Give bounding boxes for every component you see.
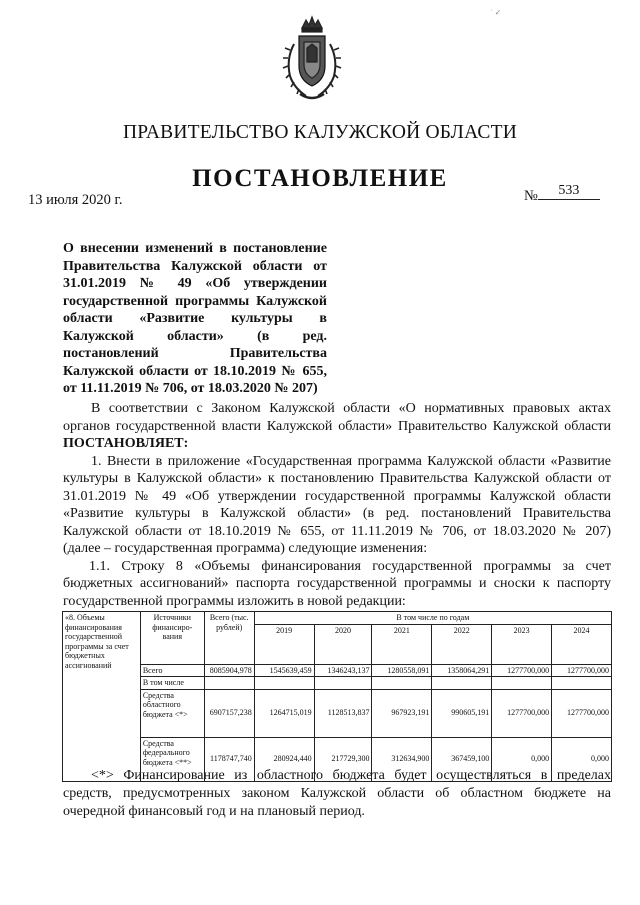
footnote — [63, 767, 611, 821]
year-value: 1277700,000 — [492, 689, 552, 737]
body-line: В соответствии с Законом Калужской области «О нормативных правовых актах — [91, 401, 611, 416]
body-line: (далее – государственная программа) следующие изменения: — [63, 541, 428, 556]
year-value: 0,000 — [552, 737, 612, 781]
year-value: 1264715,019 — [254, 689, 314, 737]
year-value: 1545639,459 — [254, 664, 314, 677]
subject-line: Правительства Калужской области от — [63, 258, 327, 274]
body-line: государственной программы изложить в новой редакции: — [63, 593, 406, 609]
year-value: 1280558,091 — [372, 664, 432, 677]
table-row — [63, 689, 612, 737]
header-year: 2021 — [372, 624, 432, 664]
header-year: 2024 — [552, 624, 612, 664]
year-value: 217729,300 — [314, 737, 372, 781]
document-body — [63, 400, 611, 610]
year-value — [372, 677, 432, 690]
body-line: 1. Внести в приложение «Государственная программа Калужской области «Развитие — [91, 453, 611, 469]
header-year: 2022 — [432, 624, 492, 664]
government-title: ПРАВИТЕЛЬСТВО КАЛУЖСКОЙ ОБЛАСТИ — [123, 122, 517, 143]
subject-line: государственной программы Калужской — [63, 293, 327, 309]
body-line: 1.1. Строку 8 «Объемы финансирования государственной программы за счет — [89, 558, 611, 574]
total-value — [204, 677, 254, 690]
year-value: 0,000 — [492, 737, 552, 781]
financing-table — [62, 611, 612, 782]
body-line: культуры в Калужской области» к постановлению Правительства Калужской области от — [63, 471, 611, 486]
number-value: 533 — [538, 183, 600, 200]
subject-line: Калужской области» (в ред. — [63, 328, 327, 344]
header-year: 2020 — [314, 624, 372, 664]
footnote-line: средств, предусмотренных законом Калужской области об областном бюджете на — [63, 786, 611, 801]
body-line: органов государственной власти Калужской области» Правительство Калужской области — [63, 418, 611, 434]
year-value — [314, 677, 372, 690]
resolves-heading: ПОСТАНОВЛЯЕТ: — [63, 436, 189, 451]
source-label: Средства федерального бюджета <**> — [140, 737, 204, 781]
header-year: 2019 — [254, 624, 314, 664]
body-line: бюджетных ассигнований» паспорта государственной программы и сноски к паспорту — [63, 576, 611, 591]
total-value: 1178747,740 — [204, 737, 254, 781]
document-date: 13 июля 2020 г. — [28, 192, 123, 208]
total-value: 6907157,238 — [204, 689, 254, 737]
year-value: 312634,900 — [372, 737, 432, 781]
scan-mark: ˙ ✓ — [490, 8, 502, 17]
table-row — [63, 677, 612, 690]
subject-line: О внесении изменений в постановление — [63, 241, 327, 256]
year-value: 1358064,291 — [432, 664, 492, 677]
body-line: Калужской области от 18.10.2019 № 655, от 11.11.2019 № 706, от 18.03.2020 № 207) — [63, 523, 611, 539]
year-value: 1346243,137 — [314, 664, 372, 677]
document-subject — [63, 240, 327, 398]
footnote-line: очередной финансовый год и на плановый период. — [63, 804, 365, 819]
total-value: 8085904,978 — [204, 664, 254, 677]
year-value — [552, 677, 612, 690]
year-value: 1277700,000 — [552, 689, 612, 737]
row-label-cell: «8. Объемы финансирования государственной программы за счет бюджетных ассигнований — [63, 612, 141, 782]
body-line: «Развитие культуры в Калужской области» (в ред. постановлений Правительства — [63, 506, 611, 521]
source-label: Всего — [140, 664, 204, 677]
subject-line: области «Развитие культуры в — [63, 311, 327, 326]
header-sources: Источники финансиро-вания — [140, 612, 204, 665]
header-year: 2023 — [492, 624, 552, 664]
header-total: Всего (тыс. рублей) — [204, 612, 254, 665]
year-value: 367459,100 — [432, 737, 492, 781]
coat-of-arms-icon — [280, 14, 344, 104]
year-value: 1277700,000 — [552, 664, 612, 677]
document-number — [524, 183, 600, 206]
year-value: 1277700,000 — [492, 664, 552, 677]
year-value: 967923,191 — [372, 689, 432, 737]
header-years-group: В том числе по годам — [254, 612, 611, 625]
subject-line: 31.01.2019 № 49 «Об утверждении — [63, 276, 327, 291]
year-value: 990605,191 — [432, 689, 492, 737]
year-value — [492, 677, 552, 690]
body-line: 31.01.2019 № 49 «Об утверждении государственной программы Калужской области — [63, 488, 611, 504]
source-label: В том числе — [140, 677, 204, 690]
year-value — [254, 677, 314, 690]
subject-line: Калужской области от 18.10.2019 № 655, — [63, 363, 327, 379]
document-type-title: ПОСТАНОВЛЕНИЕ — [192, 165, 448, 192]
year-value: 280924,440 — [254, 737, 314, 781]
footnote-line: <*> Финансирование из областного бюджета будет осуществляться в пределах — [91, 768, 611, 783]
year-value: 1128513,837 — [314, 689, 372, 737]
source-label: Средства областного бюджета <*> — [140, 689, 204, 737]
subject-line: от 11.11.2019 № 706, от 18.03.2020 № 207) — [63, 381, 318, 396]
number-sign: № — [524, 188, 538, 204]
year-value — [432, 677, 492, 690]
subject-line: постановлений Правительства — [63, 346, 327, 361]
table-header-row — [63, 612, 612, 625]
table-row — [63, 664, 612, 677]
